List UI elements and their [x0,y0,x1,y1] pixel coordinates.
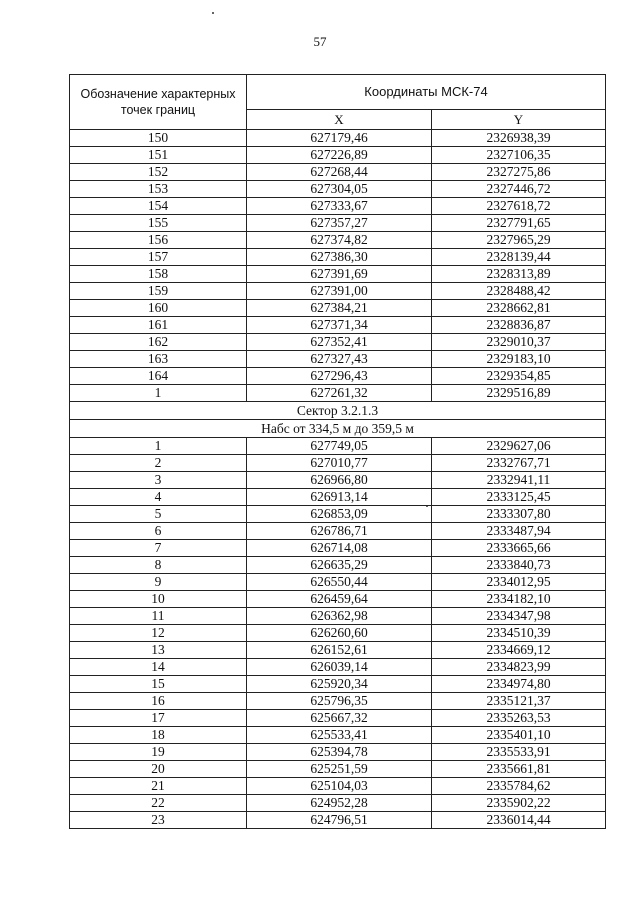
sector-title: Сектор 3.2.1.3 [70,402,606,420]
y-coordinate-cell: 2329516,89 [432,385,606,402]
y-coordinate-cell: 2327618,72 [432,198,606,215]
point-number-cell: 161 [70,317,247,334]
table-row [70,676,606,693]
y-coordinate-cell: 2328836,87 [432,317,606,334]
y-coordinate-cell: 2335121,37 [432,693,606,710]
x-coordinate-cell: 624796,51 [247,812,432,829]
point-number-cell: 2 [70,455,247,472]
point-number-cell: 6 [70,523,247,540]
table-row [70,232,606,249]
table-row [70,215,606,232]
point-number-cell: 153 [70,181,247,198]
y-coordinate-cell: 2327275,86 [432,164,606,181]
point-number-cell: 150 [70,130,247,147]
sector-subtitle-row [70,420,606,438]
point-number-cell: 10 [70,591,247,608]
x-column-header: X [247,110,432,130]
table-row [70,300,606,317]
x-coordinate-cell: 625251,59 [247,761,432,778]
x-coordinate-cell: 625796,35 [247,693,432,710]
x-coordinate-cell: 625667,32 [247,710,432,727]
point-number-cell: 152 [70,164,247,181]
point-number-cell: 15 [70,676,247,693]
x-coordinate-cell: 626550,44 [247,574,432,591]
y-coordinate-cell: 2333307,80 [432,506,606,523]
point-number-cell: 4 [70,489,247,506]
x-coordinate-cell: 626459,64 [247,591,432,608]
table-row [70,130,606,147]
point-number-cell: 157 [70,249,247,266]
x-coordinate-cell: 627333,67 [247,198,432,215]
y-coordinate-cell: 2334823,99 [432,659,606,676]
table-row [70,249,606,266]
point-number-cell: 12 [70,625,247,642]
point-number-cell: 9 [70,574,247,591]
table-row [70,591,606,608]
x-coordinate-cell: 627179,46 [247,130,432,147]
y-coordinate-cell: 2327791,65 [432,215,606,232]
y-coordinate-cell: 2327965,29 [432,232,606,249]
table-body-part-2 [70,438,606,829]
table-row [70,283,606,300]
x-coordinate-cell: 627386,30 [247,249,432,266]
point-number-cell: 11 [70,608,247,625]
table-row [70,642,606,659]
point-number-cell: 1 [70,385,247,402]
table-row [70,574,606,591]
page-number: 57 [313,34,327,49]
table-row [70,334,606,351]
y-coordinate-cell: 2333125,45 [432,489,606,506]
x-coordinate-cell: 627357,27 [247,215,432,232]
table-row [70,625,606,642]
x-coordinate-cell: 624952,28 [247,795,432,812]
y-coordinate-cell: 2326938,39 [432,130,606,147]
table-row [70,540,606,557]
point-number-cell: 159 [70,283,247,300]
y-coordinate-cell: 2332941,11 [432,472,606,489]
y-coordinate-cell: 2334510,39 [432,625,606,642]
y-coordinate-cell: 2327446,72 [432,181,606,198]
point-number-cell: 20 [70,761,247,778]
point-number-cell: 7 [70,540,247,557]
y-coordinate-cell: 2329183,10 [432,351,606,368]
x-coordinate-cell: 627384,21 [247,300,432,317]
y-coordinate-cell: 2329627,06 [432,438,606,455]
point-number-cell: 162 [70,334,247,351]
table-row [70,557,606,574]
x-coordinate-cell: 627261,32 [247,385,432,402]
point-number-cell: 21 [70,778,247,795]
table-row [70,368,606,385]
point-number-cell: 1 [70,438,247,455]
point-number-cell: 13 [70,642,247,659]
point-number-cell: 23 [70,812,247,829]
table-row [70,455,606,472]
table-row [70,317,606,334]
y-coordinate-cell: 2328662,81 [432,300,606,317]
y-coordinate-cell: 2327106,35 [432,147,606,164]
point-number-cell: 156 [70,232,247,249]
x-coordinate-cell: 626913,14 [247,489,432,506]
table-row [70,608,606,625]
table-row [70,164,606,181]
table-row [70,812,606,829]
x-coordinate-cell: 627226,89 [247,147,432,164]
point-designation-header: Обозначение характерных точек границ [70,75,247,130]
sector-title-row [70,402,606,420]
x-coordinate-cell: 627374,82 [247,232,432,249]
y-coordinate-cell: 2329010,37 [432,334,606,351]
y-coordinate-cell: 2333487,94 [432,523,606,540]
x-coordinate-cell: 625920,34 [247,676,432,693]
y-coordinate-cell: 2335401,10 [432,727,606,744]
coordinates-table [69,74,606,829]
y-coordinate-cell: 2333840,73 [432,557,606,574]
x-coordinate-cell: 626966,80 [247,472,432,489]
x-coordinate-cell: 627391,00 [247,283,432,300]
point-number-cell: 3 [70,472,247,489]
point-number-cell: 163 [70,351,247,368]
x-coordinate-cell: 626152,61 [247,642,432,659]
y-coordinate-cell: 2334974,80 [432,676,606,693]
table-row [70,351,606,368]
y-coordinate-cell: 2335902,22 [432,795,606,812]
x-coordinate-cell: 625533,41 [247,727,432,744]
table-row [70,778,606,795]
table-row [70,744,606,761]
y-coordinate-cell: 2335533,91 [432,744,606,761]
point-number-cell: 16 [70,693,247,710]
point-number-cell: 164 [70,368,247,385]
table-row [70,659,606,676]
point-number-cell: 14 [70,659,247,676]
x-coordinate-cell: 627371,34 [247,317,432,334]
x-coordinate-cell: 627268,44 [247,164,432,181]
y-coordinate-cell: 2335784,62 [432,778,606,795]
y-coordinate-cell: 2334012,95 [432,574,606,591]
table-body-part-1 [70,130,606,402]
y-coordinate-cell: 2328488,42 [432,283,606,300]
y-coordinate-cell: 2332767,71 [432,455,606,472]
y-coordinate-cell: 2333665,66 [432,540,606,557]
point-number-cell: 160 [70,300,247,317]
x-coordinate-cell: 626786,71 [247,523,432,540]
x-coordinate-cell: 627391,69 [247,266,432,283]
x-coordinate-cell: 627304,05 [247,181,432,198]
x-coordinate-cell: 627327,43 [247,351,432,368]
x-coordinate-cell: 626635,29 [247,557,432,574]
x-coordinate-cell: 627010,77 [247,455,432,472]
table-row [70,727,606,744]
point-number-cell: 5 [70,506,247,523]
x-coordinate-cell: 627296,43 [247,368,432,385]
table-row [70,147,606,164]
table-row [70,198,606,215]
table-row [70,693,606,710]
x-coordinate-cell: 627352,41 [247,334,432,351]
sector-subtitle: Набс от 334,5 м до 359,5 м [70,420,606,438]
x-coordinate-cell: 626853,09 [247,506,432,523]
sector-section [70,402,606,438]
x-coordinate-cell: 625104,03 [247,778,432,795]
table-row [70,266,606,283]
x-coordinate-cell: 627749,05 [247,438,432,455]
y-coordinate-cell: 2334669,12 [432,642,606,659]
y-coordinate-cell: 2328313,89 [432,266,606,283]
point-number-cell: 154 [70,198,247,215]
coordinate-system-header: Координаты МСК-74 [247,75,606,110]
scan-speck [212,12,214,14]
x-coordinate-cell: 625394,78 [247,744,432,761]
table-row [70,489,606,506]
point-number-cell: 155 [70,215,247,232]
table-row [70,385,606,402]
y-column-header: Y [432,110,606,130]
y-coordinate-cell: 2336014,44 [432,812,606,829]
point-number-cell: 22 [70,795,247,812]
table-row [70,506,606,523]
x-coordinate-cell: 626039,14 [247,659,432,676]
table-row [70,472,606,489]
point-number-cell: 151 [70,147,247,164]
y-coordinate-cell: 2335661,81 [432,761,606,778]
y-coordinate-cell: 2329354,85 [432,368,606,385]
point-number-cell: 19 [70,744,247,761]
y-coordinate-cell: 2335263,53 [432,710,606,727]
x-coordinate-cell: 626260,60 [247,625,432,642]
y-coordinate-cell: 2334347,98 [432,608,606,625]
x-coordinate-cell: 626714,08 [247,540,432,557]
point-number-cell: 18 [70,727,247,744]
table-row [70,181,606,198]
table-row [70,438,606,455]
table-row [70,795,606,812]
point-number-cell: 8 [70,557,247,574]
y-coordinate-cell: 2328139,44 [432,249,606,266]
point-number-cell: 158 [70,266,247,283]
point-number-cell: 17 [70,710,247,727]
table-row [70,761,606,778]
x-coordinate-cell: 626362,98 [247,608,432,625]
table-row [70,523,606,540]
table-row [70,710,606,727]
y-coordinate-cell: 2334182,10 [432,591,606,608]
